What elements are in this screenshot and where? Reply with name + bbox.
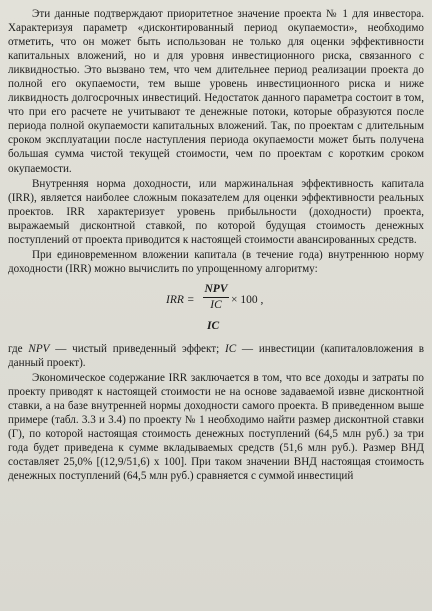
- fraction-bar: [203, 297, 229, 298]
- paragraph-irr-simplified: При единовременном вложении капитала (в течение года) внутреннюю норму доходности (IRR) можно вычислить по упрощенному алгоритму:: [8, 248, 424, 275]
- def-ic-text: — инвестиции (капиталовложения в данный проект).: [8, 342, 425, 369]
- formula-denominator: IC: [210, 298, 222, 311]
- formula-definitions: [8, 342, 424, 370]
- paragraph-irr-definition: Внутренняя норма доходности, или маржинальная эффективность капитала (IRR), является наиболее сложным показателем для оценки эффективности реальных проектов. IRR характеризует уровень прибыльности (доходности) проекта, выражаемый дисконтной ставкой, по которой будущая стоимость денежных поступлений от проекта приводится к настоящей стоимости авансированных средств.: [8, 177, 424, 246]
- formula-fraction: [203, 283, 229, 312]
- def-ic-symbol: IC: [225, 342, 237, 355]
- formula-numerator: NPV: [204, 282, 228, 295]
- def-part-where: где: [8, 342, 29, 355]
- def-npv-symbol: NPV: [28, 342, 50, 355]
- paragraph-irr-economic-meaning: Экономическое содержание IRR заключается в том, что все доходы и затраты по проекту приводят к настоящей стоимости не на основе задаваемой извне дисконтной ставки, а на базе внутренней нормы доходности самого проекта. В приведенном выше примере (табл. 3.3 и 3.4) по проекту № 1 необходимо найти размер дисконтной ставки (Г), по которой настоящая стоимость денежных поступлений (64,5 млн руб.) за три года будет приведена к сумме вкладываемых средств (51,6 млн руб.). Размер ВНД составляет 25,0% [(12,9/51,6) x 100]. При таком значении ВНД настоящая стоимость денежных поступлений (64,5 млн руб.) сравняется с суммой инвестиций: [8, 371, 424, 483]
- formula-lhs: IRR =: [166, 293, 195, 306]
- formula-extra-line: IC: [207, 319, 220, 332]
- irr-formula: [8, 278, 424, 342]
- paragraph-discounted-payback: Эти данные подтверждают приоритетное значение проекта № 1 для инвестора. Характеризуя параметр «дисконтированный период окупаемости», необходимо отметить, что он может быть использован не только для оценки эффективности капитальных вложений, но и для уровня инвестиционного риска, связанного с ликвидностью. Это вызвано тем, что чем длительнее период реализации проекта до полной его окупаемости, тем выше уровень инвестиционного риска и ниже ликвидность долгосрочных инвестиций. Недостаток данного параметра состоит в том, что при его расчете не учитывают те денежные потоки, которые образуются после периода полной окупаемости капитальных вложений. Так, по проектам с длительным сроком эксплуатации после наступления периода окупаемости может быть получена большая сумма чистой текущей стоимости, чем по проектам с коротким сроком окупаемости.: [8, 8, 424, 175]
- def-npv-text: — чистый приведенный эффект;: [49, 342, 226, 355]
- formula-multiplier: × 100 ,: [231, 293, 264, 306]
